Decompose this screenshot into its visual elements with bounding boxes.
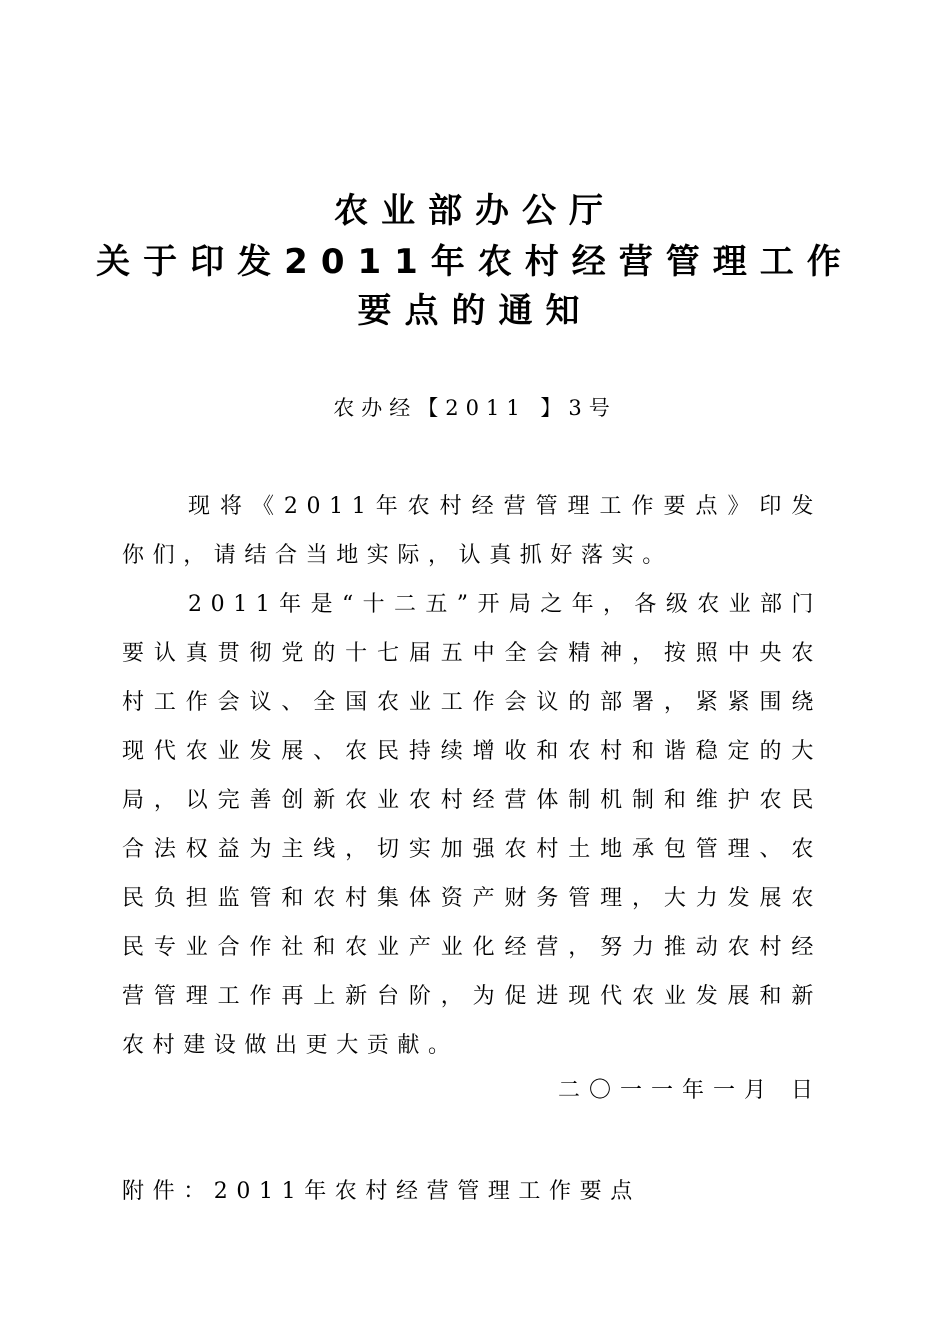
document-number: 农办经【2011 】3号 xyxy=(333,396,617,420)
paragraph-2: 2011年是“十二五”开局之年，各级农业部门要认真贯彻党的十七届五中全会精神，按照中央农村工作会议、全国农业工作会议的部署，紧紧围绕现代农业发展、农民持续增收和农村和谐稳定的大局，以完善创新农业农村经营体制机制和维护农民合法权益为主线，切实加强农村土地承包管理、农民负担监管和农村集体资产财务管理，大力发展农民专业合作社和农业产业化经营，努力推动农村经营管理工作再上新台阶，为促进现代农业发展和新农村建设做出更大贡献。 xyxy=(122,592,822,1058)
document-date: 二〇一一年一月 日 xyxy=(558,1078,822,1103)
title-text-2: 关于印发2011年农村经营管理工作 xyxy=(96,242,854,282)
paragraph-1: 现将《2011年农村经营管理工作要点》印发你们，请结合当地实际，认真抓好落实。 xyxy=(122,494,822,568)
title-text-3: 要点的通知 xyxy=(357,291,593,331)
title-text-1: 农业部办公厅 xyxy=(334,191,616,231)
document-title-line-2 xyxy=(0,237,950,287)
document-title-line-3 xyxy=(0,286,950,336)
attachment-line: 附件：2011年农村经营管理工作要点 xyxy=(122,1179,641,1204)
document-title-line-1 xyxy=(0,186,950,236)
